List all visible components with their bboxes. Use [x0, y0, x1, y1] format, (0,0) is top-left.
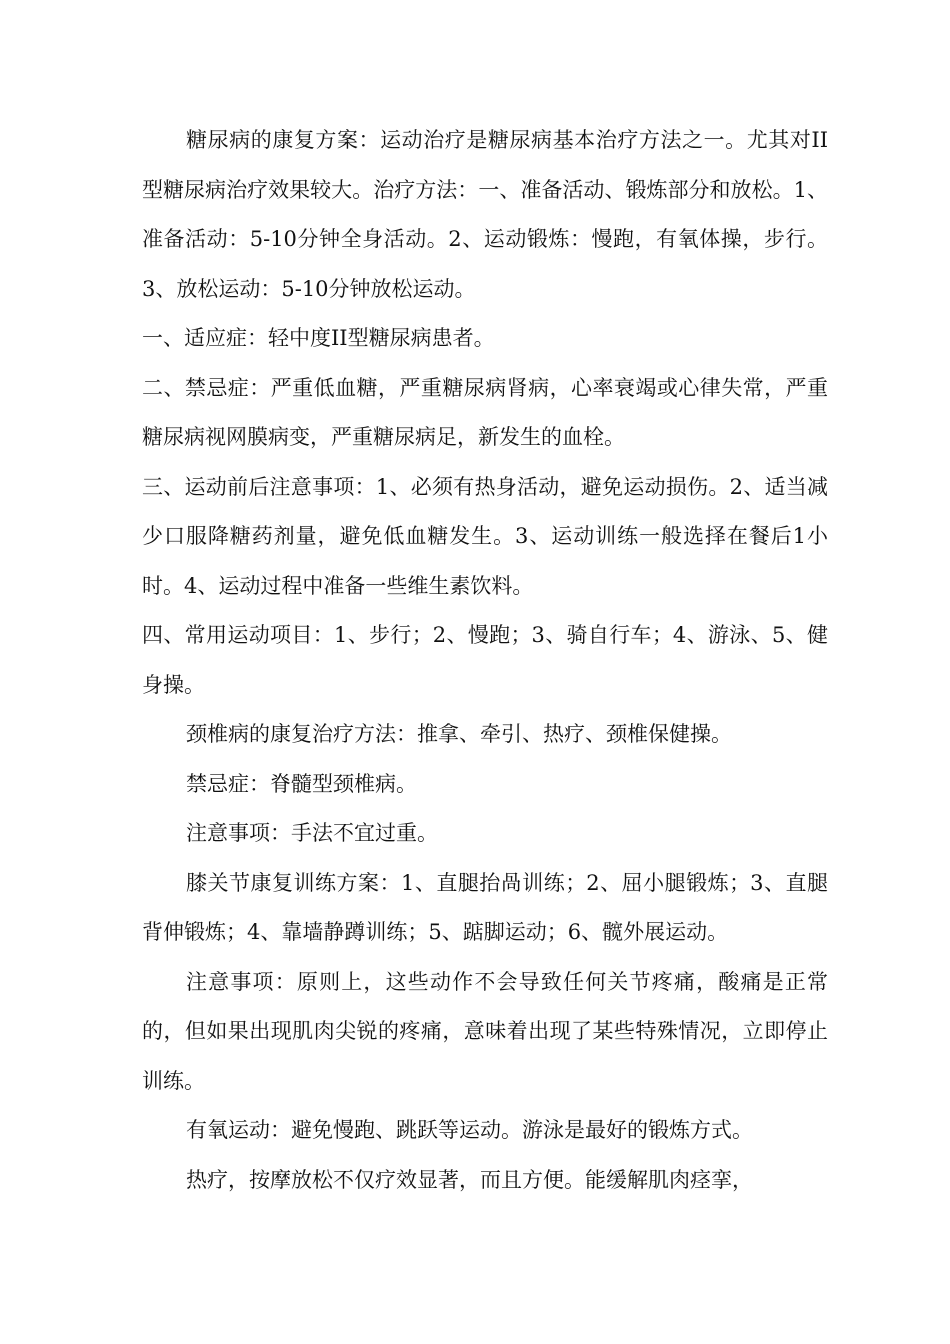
paragraph-precautions: 三、运动前后注意事项：1、必须有热身活动，避免运动损伤。2、适当减少口服降糖药剂量，避免低血糖发生。3、运动训练一般选择在餐后1小时。4、运动过程中准备一些维生素饮料。: [142, 474, 828, 598]
paragraph-cervical-precautions: 注意事项：手法不宜过重。: [186, 821, 438, 845]
paragraph-common-exercises: 四、常用运动项目：1、步行；2、慢跑；3、骑自行车；4、游泳、5、健身操。: [142, 623, 828, 697]
paragraph-contraindications: 二、禁忌症：严重低血糖，严重糖尿病肾病，心率衰竭或心律失常，严重糖尿病视网膜病变，严重糖尿病足，新发生的血栓。: [142, 375, 828, 449]
paragraph-knee-precautions: 注意事项：原则上，这些动作不会导致任何关节疼痛，酸痛是正常的，但如果出现肌肉尖锐的疼痛，意味着出现了某些特殊情况，立即停止训练。: [142, 969, 828, 1093]
paragraph-heat-therapy: 热疗，按摩放松不仅疗效显著，而且方便。能缓解肌肉痉挛，: [186, 1167, 753, 1192]
paragraph-knee-plan: 膝关节康复训练方案：1、直腿抬咼训练；2、屈小腿锻炼；3、直腿背伸锻炼；4、靠墙静蹲训练；5、踮脚运动；6、髋外展运动。: [142, 870, 828, 944]
paragraph-cervical-methods: 颈椎病的康复治疗方法：推拿、牵引、热疗、颈椎保健操。: [186, 722, 732, 746]
paragraph-diabetes-plan: 糖尿病的康复方案：运动治疗是糖尿病基本治疗方法之一。尤其对II型糖尿病治疗效果较大。治疗方法：一、准备活动、锻炼部分和放松。1、准备活动：5-10分钟全身活动。2、运动锻炼：慢跑，有氧体操，步行。3、放松运动：5-10分钟放松运动。: [142, 128, 828, 301]
document-body: [142, 116, 828, 1205]
paragraph-aerobic: 有氧运动：避免慢跑、跳跃等运动。游泳是最好的锻炼方式。: [186, 1118, 753, 1142]
paragraph-cervical-contraindications: 禁忌症：脊髓型颈椎病。: [186, 771, 417, 796]
paragraph-indications: 一、适应症：轻中度II型糖尿病患者。: [142, 326, 495, 350]
